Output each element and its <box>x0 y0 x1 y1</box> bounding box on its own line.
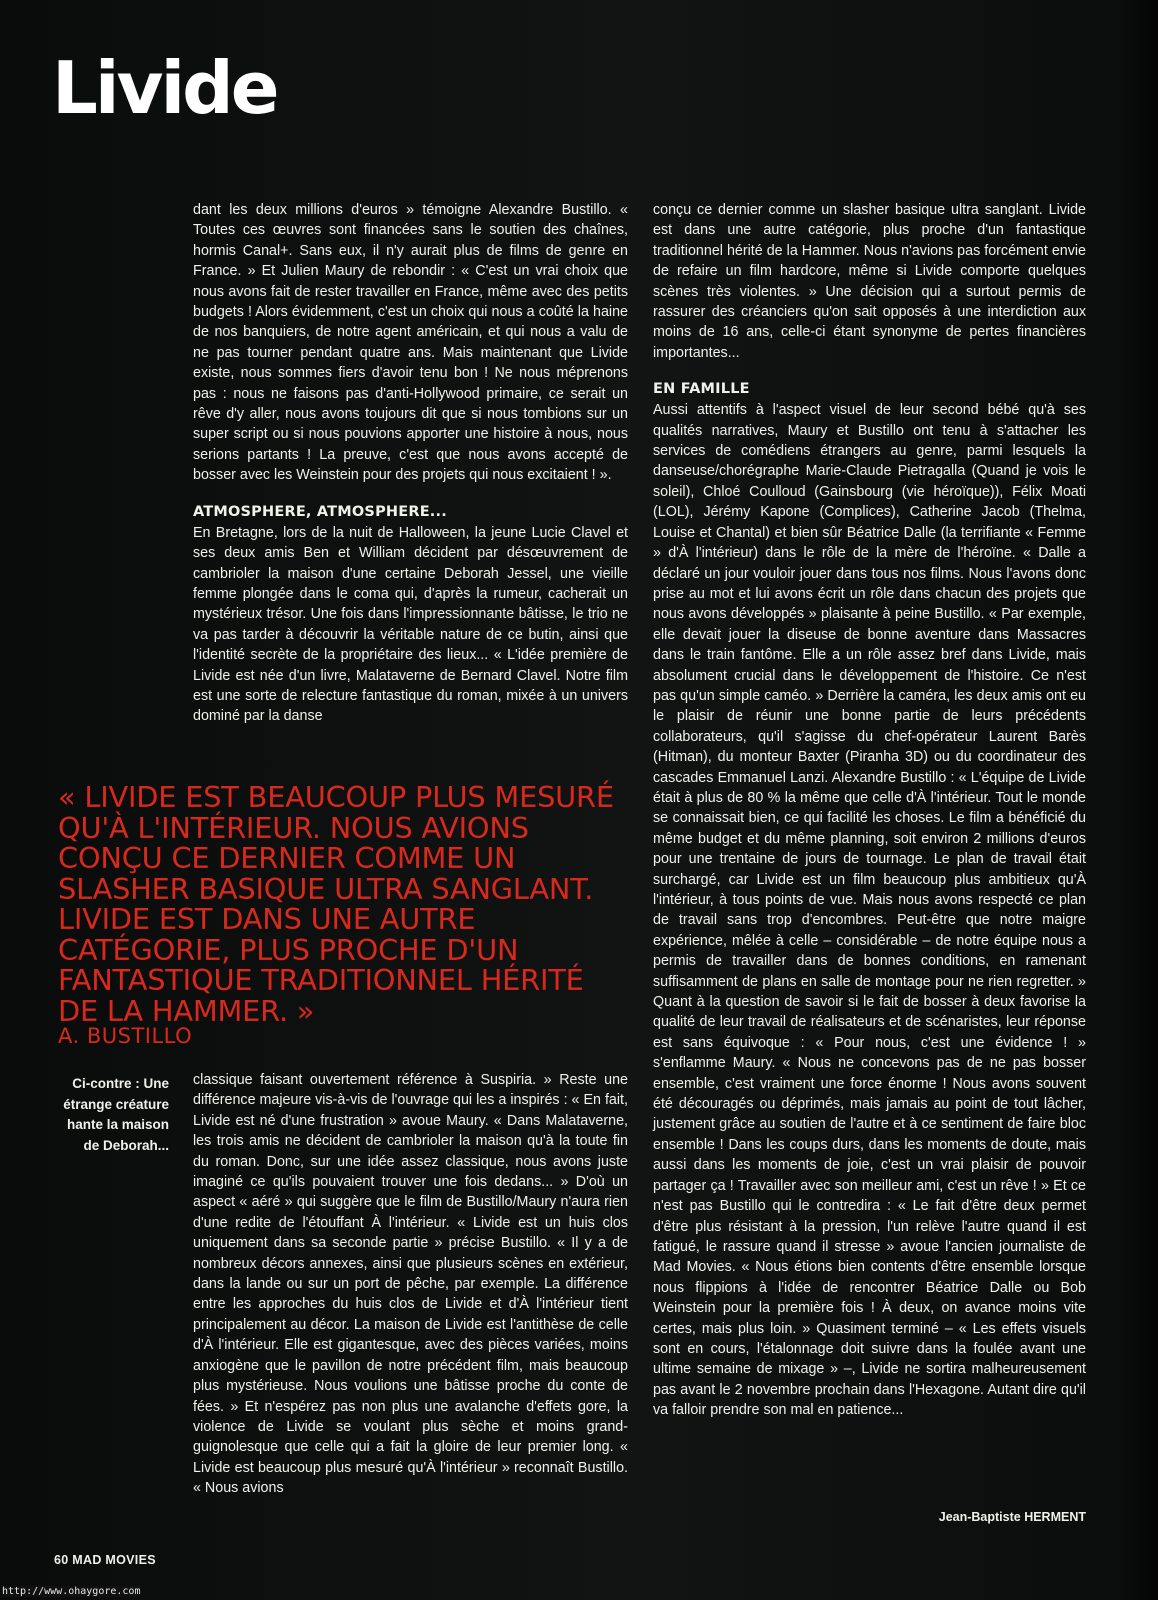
photo-caption: Ci-contre : Une étrange créature hante la maison de Deborah... <box>63 1076 169 1153</box>
column-left-top <box>193 200 628 727</box>
column-left-bottom <box>193 1070 628 1499</box>
section-heading: ATMOSPHERE, ATMOSPHERE... <box>193 503 447 520</box>
magazine-name: MAD MOVIES <box>72 1553 156 1567</box>
page-edge-shadow <box>1118 0 1158 1600</box>
section-heading: EN FAMILLE <box>653 381 750 398</box>
page-number: 60 <box>54 1553 69 1567</box>
watermark-url: http://www.ohaygore.com <box>2 1586 141 1597</box>
paragraph: Aussi attentifs à l'aspect visuel de leur second bébé qu'à ses qualités narratives, Maury et Bustillo ont tenu à s'attacher les services de comédiens étrangers au genre, parmi lesquels la danseuse/chorégraphe Marie-Claude Pietragalla (Quand je vois le soleil), Chloé Coulloud (Gainsbourg (vie héroïque)), Félix Moati (LOL), Jérémy Kapone (Complices), Catherine Jacob (Thelma, Louise et Chantal) et bien sûr Béatrice Dalle (la terrifiante « Femme » d'À l'intérieur) dans le rôle de la mère de l'héroïne. « Dalle a déclaré un jour vouloir jouer dans tous nos films. Nous l'avons donc prise au mot et lui avons écrit un rôle dans chacun des projets que nous avons développés » plaisante à peine Bustillo. « Par exemple, elle devait jouer la diseuse de bonne aventure dans Massacres dans le train fantôme. Elle a un rôle assez bref dans Livide, mais absolument crucial dans le développement de l'histoire. Ce n'est pas qu'un simple caméo. » Derrière la caméra, les deux amis ont eu le plaisir de réunir une bonne partie de leurs précédents collaborateurs, qu'il s'agisse du chef-opérateur Laurent Barès (Hitman), du monteur Baxter (Piranha 3D) ou du coordinateur des cascades Emmanuel Lanzi. Alexandre Bustillo : « L'équipe de Livide était à plus de 80 % la même que celle d'À l'intérieur. Tout le monde se connaissait bien, ce qui facilité les choses. Le film a bénéficié du même budget et du même planning, soit environ 2 millions d'euros pour une trentaine de jours de tournage. Le plan de travail était surchargé, car Livide est un film beaucoup plus ambitieux qu'À l'intérieur, à tous points de vue. Mais nous avons respecté ce plan de travail sans trop d'encombres. Peut-être que notre maigre expérience, mêlée à celle – considérable – de notre équipe nous a permis de travailler dans de bonnes conditions, en ramenant suffisamment de plans en salle de montage pour ne rien regretter. » Quant à la question de savoir si le fait de bosser à deux favorise la qualité de leur travail de réalisateurs et de scénaristes, leur réponse est sans équivoque : « Pour nous, c'est une évidence ! » s'enflamme Maury. « Nous ne concevons pas de ne pas bosser ensemble, c'est vraiment une force énorme ! Nous avons souvent été découragés ou déprimés, mais jamais au point de tout lâcher, justement grâce au soutien de l'autre et à ce sentiment de faire bloc ensemble ! Dans les coups durs, dans les moments de doute, mais aussi dans les moments de joie, c'est un vrai plaisir de pouvoir partager ça ! Travailler avec son meilleur ami, c'est un rêve ! » Et ce n'est pas Bustillo qui le contredira : « Le fait d'être deux permet d'être plus résistant à la pression, l'un relève l'autre quand il est fatigué, le rassure quand il stresse » avoue l'ancien journaliste de Mad Movies. « Nous étions bien contents d'être ensemble lorsque nous flippions à l'idée de rencontrer Béatrice Dalle ou Bob Weinstein pour la première fois ! À deux, on avance moins vite certes, mais plus loin. » Quasiment terminé – « Les effets visuels sont en cours, l'étalonnage doit suivre dans la foulée avant une ultime semaine de mixage » –, Livide ne sortira malheureusement pas avant le 2 novembre prochain dans l'Hexagone. Autant dire qu'il va falloir prendre son mal en patience... <box>653 402 1086 1419</box>
paragraph: classique faisant ouvertement référence à Suspiria. » Reste une différence majeure vis-à-vis de l'ouvrage qui les a inspirés : « En fait, Livide est né d'une frustration » avoue Maury. « Dans Malataverne, les trois amis ne décident de cambrioler la maison qu'à la toute fin du roman. Donc, sur une idée assez classique, nous avons juste imaginé ce qu'ils pouvaient trouver une fois dedans... » D'où un aspect « aéré » qui suggère que le film de Bustillo/Maury n'aura rien d'une redite de l'étouffant À l'intérieur. « Livide est un huis clos uniquement dans sa seconde partie » précise Bustillo. « Il y a de nombreux décors annexes, ainsi que plusieurs scènes en extérieur, dans la lande ou sur un port de pêche, par exemple. La différence entre les approches du huis clos de Livide et d'À l'intérieur tient principalement au décor. La maison de Livide est l'antithèse de celle d'À l'intérieur. Elle est gigantesque, avec des pièces variées, moins anxiogène que le pavillon de notre précédent film, mais beaucoup plus mystérieuse. Nous voulions une bâtisse proche du conte de fées. » Et n'espérez pas non plus une avalanche d'effets gore, la violence de Livide se voulant plus sèche et moins grand-guignolesque que celle qui a fait la gloire de leur premier long. « Livide est beaucoup plus mesuré qu'À l'intérieur » reconnaît Bustillo. « Nous avions <box>193 1072 628 1497</box>
pull-quote-author: A. BUSTILLO <box>58 1024 193 1048</box>
pull-quote: « LIVIDE EST BEAUCOUP PLUS MESURÉ QU'À L'INTÉRIEUR. NOUS AVIONS CONÇU CE DERNIER COMME UN SLASHER BASIQUE ULTRA SANGLANT. LIVIDE EST DANS UNE AUTRE CATÉGORIE, PLUS PROCHE D'UN FANTASTIQUE TRADITIONNEL HÉRITÉ DE LA HAMMER. » <box>58 780 614 1028</box>
paragraph: conçu ce dernier comme un slasher basique ultra sanglant. Livide est dans une autre catégorie, plus proche d'un fantastique traditionnel hérité de la Hammer. Nous n'avions pas forcément envie de refaire un film hardcore, même si Livide comporte quelques scènes très violentes. » Une décision qui a surtout permis de rassurer des créanciers qu'on sait opposés à une interdiction aux moins de 16 ans, celle-ci étant synonyme de pertes financières importantes... <box>653 202 1086 361</box>
article-title: Livide <box>52 46 277 130</box>
author-signature: Jean-Baptiste HERMENT <box>938 1510 1086 1524</box>
column-right <box>653 200 1086 1421</box>
page-folio <box>54 1553 156 1567</box>
paragraph: dant les deux millions d'euros » témoigne Alexandre Bustillo. « Toutes ces œuvres sont financées sans le soutien des chaînes, hormis Canal+. Sans eux, il n'y aurait plus de films de genre en France. » Et Julien Maury de rebondir : « C'est un vrai choix que nous avons fait de rester travailler en France, même avec des petits budgets ! Alors évidemment, c'est un choix qui nous a coûté la haine de nos banquiers, de notre agent américain, et qui nous a valu de ne pas tourner pendant quatre ans. Mais maintenant que Livide existe, nous sommes fiers d'avoir tenu bon ! Ne nous méprenons pas : nous ne faisons pas d'anti-Hollywood primaire, ce serait un rêve d'y aller, nous avons toujours dit que si nous tombions sur un super script ou si nous pouvions apporter une histoire à nous, nous serions partants ! La preuve, c'est que nous avons accepté de bosser avec les Weinstein pour des projets qui nous excitaient ! ». <box>193 202 628 484</box>
paragraph: En Bretagne, lors de la nuit de Halloween, la jeune Lucie Clavel et ses deux amis Ben et William décident par désœuvrement de cambrioler la maison d'une certaine Deborah Jessel, une vieille femme plongée dans le coma qui, d'après la rumeur, cacherait un mystérieux trésor. Une fois dans l'impressionnante bâtisse, le trio ne va pas tarder à découvrir la véritable nature de ce butin, ainsi que l'identité secrète de la propriétaire des lieux... « L'idée première de Livide est née d'un livre, Malataverne de Bernard Clavel. Notre film est une sorte de relecture fantastique du roman, mixée à un univers dominé par la danse <box>193 524 628 725</box>
